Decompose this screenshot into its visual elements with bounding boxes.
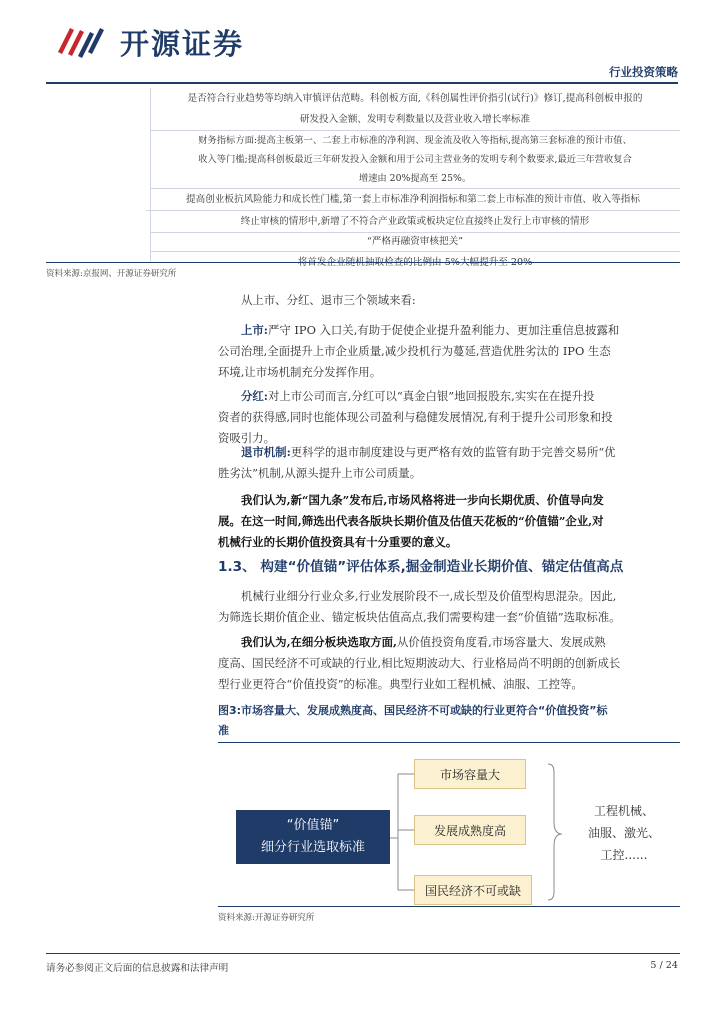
page-number: 5 / 24 [650,960,678,971]
brand-logo-icon [52,22,112,62]
delisting-paragraph: 退市机制:更科学的退市制度建设与更严格有效的监管有助于完善交易所“优 胜劣汰”机制,从源头提升上市公司质量。 [218,445,616,480]
machinery-paragraph: 机械行业细分行业众多,行业发展阶段不一,成长型及价值型构思混杂。因此, 为筛选长期价值企业、锚定板块估值高点,我们需要构建一套“价值锚”选取标准。 [218,589,621,624]
figure-bottom-rule [218,906,680,907]
policy-table [150,88,680,273]
table-row: 提高创业板抗风险能力和成长性门槛,第一套上市标准净利润指标和第二套上市标准的预计市值、收入等指标 [146,189,680,211]
intro-paragraph: 从上市、分红、退市三个领域来看: [241,293,416,307]
value-anchor-diagram [218,744,680,904]
dividend-keyword: 分红: [241,389,268,403]
table-row: 财务指标方面:提高主板第一、二套上市标准的净利润、现金流及收入等指标,提高第三套标准的预计市值、 收入等门槛;提高科创板最近三年研发投入金额和用于公司主营业务的发明专利个数要求,最近三年营收复合 增速由 20%提高至 25%。 [150,131,680,189]
criterion-maturity: 发展成熟度高 [414,815,526,845]
table-bottom-rule [46,262,680,263]
header-divider [46,82,678,84]
listing-keyword: 上市: [241,323,268,337]
figure-source-note: 资料来源:开源证券研究所 [218,913,315,923]
selection-criteria-box: “价值锚” 细分行业选取标准 [236,810,390,864]
criterion-indispensable: 国民经济不可或缺 [414,875,532,905]
dividend-paragraph: 分红:对上市公司而言,分红可以“真金白银”地回报股东,实实在在提升投 资者的获得感,同时也能体现公司盈利与稳健发展情况,有利于提升公司形象和投 资吸引力。 [218,389,613,445]
figure-title: 图3:市场容量大、发展成熟度高、国民经济不可或缺的行业更符合“价值投资”标 准 [218,704,608,737]
footer-divider [46,953,680,954]
listing-paragraph: 上市:严守 IPO 入口关,有助于促使企业提升盈利能力、更加注重信息披露和 公司治理,全面提升上市企业质量,减少投机行为蔓延,营造优胜劣汰的 IPO 生态 环境,让市场机制充分发挥作用。 [218,323,620,379]
disclaimer-text: 请务必参阅正文后面的信息披露和法律声明 [46,963,229,974]
criterion-market-size: 市场容量大 [414,759,526,789]
table-row: 是否符合行业趋势等均纳入审慎评估范畴。科创板方面,《科创属性评价指引(试行)》修订,提高科创板申报的 研发投入金额、发明专利数量以及营业收入增长率标准 [150,88,680,131]
section-tag: 行业投资策略 [609,65,678,79]
selection-paragraph: 我们认为,在细分板块选取方面,从价值投资角度看,市场容量大、发展成熟 度高、国民经济不可或缺的行业,相比短期波动大、行业格局尚不明朗的创新成长 型行业更符合“价值投资”的标准。典型行业如工程机械、油服、工控等。 [218,635,621,691]
example-industries: 工程机械、 油服、激光、 工控...... [587,804,660,862]
company-name: 开源证券 [120,27,245,61]
view-paragraph: 我们认为,新“国九条”发布后,市场风格将进一步向长期优质、价值导向发 展。在这一时间,筛选出代表各版块长期价值及估值天花板的“价值锚”企业,对 机械行业的长期价值投资具有十分重要的意义。 [218,493,604,549]
table-source-note: 资料来源:京报网、开源证券研究所 [46,269,177,279]
section-heading: 1.3、 构建“价值锚”评估体系,掘金制造业长期价值、锚定估值高点 [218,559,624,575]
table-row: “严格再融资审核把关” [150,233,680,252]
selection-lead: 我们认为,在细分板块选取方面, [241,635,398,649]
table-row: 终止审核的情形中,新增了不符合产业政策或板块定位直接终止发行上市审核的情形 [150,211,680,233]
delisting-keyword: 退市机制: [241,445,291,459]
figure-top-rule [218,742,680,743]
